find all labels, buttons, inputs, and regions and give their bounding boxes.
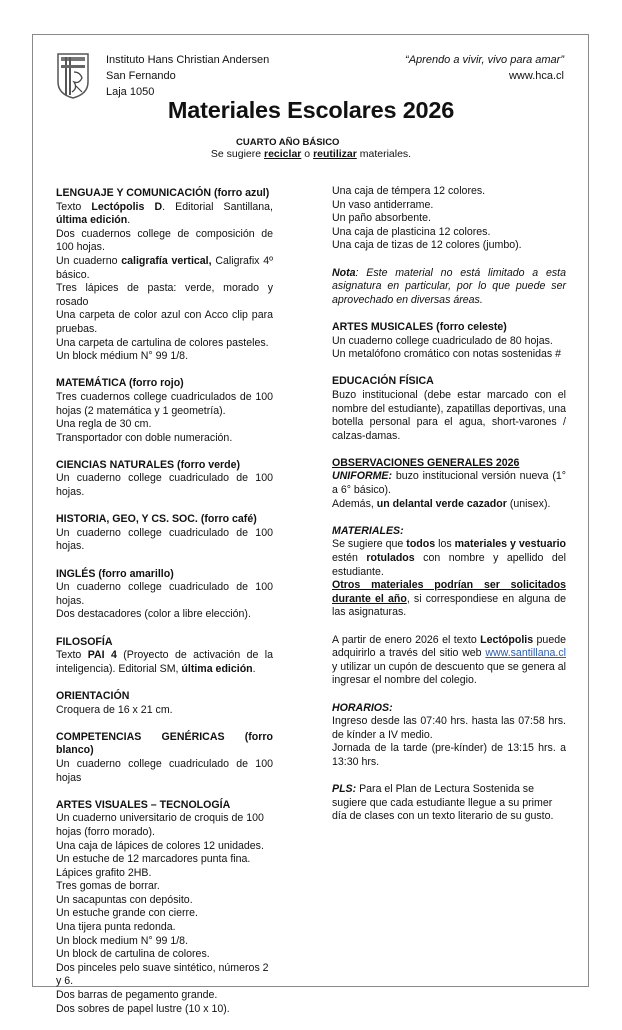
list-item: Buzo institucional (debe estar marcado con el nombre del estudiante), zapatillas deportivas, una botella personal para el agua, short-varones / calzas-damas. xyxy=(332,388,566,442)
list-item: Tres gomas de borrar. xyxy=(56,880,160,893)
item-text: . xyxy=(127,214,131,227)
section-heading: HISTORIA, GEO, Y CS. SOC. (forro café) xyxy=(56,513,257,526)
list-item: Un block medium N° 99 1/8. xyxy=(56,934,189,947)
list-item: Un estuche grande con cierre. xyxy=(56,907,198,920)
section-heading: INGLÉS (forro amarillo) xyxy=(56,567,174,580)
section-artes-visuales-cont xyxy=(332,185,566,253)
item-bold: materiales y vestuario xyxy=(454,538,566,551)
section-observaciones xyxy=(332,457,566,511)
list-item: Un sacapuntas con depósito. xyxy=(56,893,193,906)
list-item: Dos pinceles pelo suave sintético, números 2 y 6. xyxy=(56,961,269,988)
institution-name: Instituto Hans Christian Andersen xyxy=(106,54,270,66)
grade-level: CUARTO AÑO BÁSICO xyxy=(236,137,340,148)
list-item: Un cuaderno college cuadriculado de 80 hojas. xyxy=(332,334,553,347)
section-heading: OBSERVACIONES GENERALES 2026 xyxy=(332,456,520,469)
list-item xyxy=(56,255,273,282)
list-item: Un cuaderno college cuadriculado de 100 hojas. xyxy=(56,472,273,499)
item-text: Texto xyxy=(56,649,88,662)
labels-info xyxy=(332,538,566,579)
item-text: y utilizar un cupón de descuento que se genera al ingresar el nombre del colegio. xyxy=(332,660,566,687)
institution-city: San Fernando xyxy=(106,70,176,82)
item-bold: Lectópolis D xyxy=(91,200,163,213)
lectopolis-info xyxy=(332,634,566,688)
page-title: Materiales Escolares 2026 xyxy=(167,97,455,123)
list-item: Dos sobres de papel lustre (10 x 10). xyxy=(56,1002,230,1015)
section-matematica xyxy=(56,377,273,445)
item-text: Texto xyxy=(56,200,92,213)
section-heading: FILOSOFÍA xyxy=(56,635,113,648)
section-heading: MATEMÁTICA (forro rojo) xyxy=(56,377,184,390)
item-text: Caligrafix 4º básico. xyxy=(56,254,273,281)
list-item: Tres cuadernos college cuadriculados de 100 hojas (2 matemática y 1 geometría). xyxy=(56,390,273,417)
section-heading: ARTES VISUALES – TECNOLOGÍA xyxy=(56,798,231,811)
list-item: Una caja de témpera 12 colores. xyxy=(332,185,486,197)
item-text: (Proyecto de activación de la inteligencia). Editorial SM, xyxy=(56,649,273,675)
list-item: Jornada de la tarde (pre-kínder) de 13:15 hrs. a 13:30 hrs. xyxy=(332,742,566,768)
hint-recycle: reciclar xyxy=(264,148,302,160)
list-item: Transportador con doble numeración. xyxy=(56,431,233,444)
school-website[interactable]: www.hca.cl xyxy=(508,70,564,82)
left-column xyxy=(56,187,273,1030)
item-bold: última edición xyxy=(56,214,128,227)
pls-label: PLS: xyxy=(332,783,357,796)
institution-address: Laja 1050 xyxy=(106,86,155,98)
list-item: Una caja de lápices de colores 12 unidades. xyxy=(56,839,264,852)
section-heading: ARTES MUSICALES (forro celeste) xyxy=(332,320,507,333)
item-bold: un delantal verde cazador xyxy=(376,497,507,510)
santillana-link[interactable]: www.santillana.cl xyxy=(485,647,566,660)
section-orientacion xyxy=(56,690,273,717)
note xyxy=(332,267,566,308)
list-item: Un cuaderno universitario de croquis de 100 hojas (forro morado). xyxy=(56,812,264,838)
item-bold: rotulados xyxy=(366,552,415,565)
list-item: Un paño absorbente. xyxy=(332,212,431,225)
uniform-text: buzo institucional versión nueva (1° a 6° básico). xyxy=(332,470,566,497)
hint-reuse: reutilizar xyxy=(313,148,357,160)
section-ed-fisica xyxy=(332,375,566,443)
item-bold: Lectópolis xyxy=(480,633,534,646)
item-text: , si correspondiese en alguna de las asignaturas. xyxy=(332,592,567,619)
uniform-info xyxy=(332,470,566,497)
item-text: los xyxy=(435,538,455,551)
list-item: Una carpeta de cartulina de colores pasteles. xyxy=(56,336,269,349)
pls-info xyxy=(332,783,566,824)
section-ciencias xyxy=(56,459,273,500)
list-item: Un block de cartulina de colores. xyxy=(56,948,210,961)
list-item: Un vaso antiderrame. xyxy=(332,198,434,211)
section-heading: LENGUAJE Y COMUNICACIÓN (forro azul) xyxy=(56,187,270,199)
section-heading: ORIENTACIÓN xyxy=(56,689,130,702)
section-heading: COMPETENCIAS GENÉRICAS (forro blanco) xyxy=(56,730,273,757)
list-item: Croquera de 16 x 21 cm. xyxy=(56,703,173,716)
list-item xyxy=(56,649,273,676)
section-historia xyxy=(56,513,273,554)
apron-info xyxy=(332,498,566,512)
list-item: Una carpeta de color azul con Acco clip para pruebas. xyxy=(56,309,273,335)
recycle-hint xyxy=(0,148,622,160)
list-item: Ingreso desde las 07:40 hrs. hasta las 07:58 hrs. de kínder a IV medio. xyxy=(332,715,566,741)
uniform-label: UNIFORME: xyxy=(332,470,393,483)
list-item: Un cuaderno college cuadriculado de 100 hojas xyxy=(56,757,273,784)
list-item: Un metalófono cromático con notas sostenidas # xyxy=(332,348,562,361)
note-text: : Este material no está limitado a esta asignatura en particular, por lo que puede ser aprovechado en diversas áreas. xyxy=(332,266,566,306)
other-materials-info xyxy=(332,579,566,620)
list-item: Un cuaderno college cuadriculado de 100 hojas. xyxy=(56,526,273,553)
item-text: . xyxy=(252,662,256,675)
item-text: con nombre y apellido del estudiante. xyxy=(332,552,567,578)
hint-text: materiales. xyxy=(356,148,412,160)
list-item: Lápices grafito 2HB. xyxy=(56,866,152,879)
item-bold: Otros materiales podrían ser solicitados durante el año xyxy=(332,579,566,605)
section-filosofia xyxy=(56,636,273,677)
list-item: Tres lápices de pasta: verde, morado y rosado xyxy=(56,282,273,308)
list-item: Dos cuadernos college de composición de 100 hojas. xyxy=(56,227,273,254)
item-text: A partir de enero 2026 el texto xyxy=(332,633,481,646)
note-label: Nota xyxy=(332,266,356,279)
list-item: Dos barras de pegamento grande. xyxy=(56,989,218,1002)
section-heading: HORARIOS: xyxy=(332,701,393,714)
list-item: Dos destacadores (color a libre elección). xyxy=(56,608,251,621)
item-text: Un cuaderno xyxy=(56,254,122,267)
list-item xyxy=(56,201,273,228)
item-bold: todos xyxy=(406,538,436,551)
item-text: Se sugiere que xyxy=(332,538,407,551)
section-lenguaje xyxy=(56,187,273,364)
item-text: . Editorial Santillana, xyxy=(162,200,274,213)
item-text: Además, xyxy=(332,497,377,510)
school-motto: “Aprendo a vivir, vivo para amar” xyxy=(405,54,564,66)
section-heading: EDUCACIÓN FÍSICA xyxy=(332,375,434,388)
item-text: (unisex). xyxy=(506,497,551,510)
list-item: Una regla de 30 cm. xyxy=(56,418,152,431)
institution-info xyxy=(106,52,269,100)
list-item: Una tijera punta redonda. xyxy=(56,921,176,934)
list-item: Un estuche de 12 marcadores punta fina. xyxy=(56,853,251,866)
hint-text: Se sugiere xyxy=(210,148,264,160)
pls-text: Para el Plan de Lectura Sostenida se sugiere que cada estudiante llegue a su primer día de clases con un texto literario de su gusto. xyxy=(332,783,554,823)
section-artes-visuales xyxy=(56,799,273,1017)
section-heading: MATERIALES: xyxy=(332,524,404,537)
section-materiales xyxy=(332,525,566,620)
section-horarios xyxy=(332,702,566,770)
section-musicales xyxy=(332,321,566,362)
section-heading: CIENCIAS NATURALES (forro verde) xyxy=(56,458,241,471)
item-bold: PAI 4 xyxy=(87,649,117,662)
list-item: Una caja de tizas de 12 colores (jumbo). xyxy=(332,239,522,252)
item-text: puede adquirirlo a través del sitio web xyxy=(332,633,566,660)
hint-text: o xyxy=(301,148,314,160)
right-column xyxy=(332,185,566,838)
section-competencias xyxy=(56,731,273,785)
list-item: Una caja de plasticina 12 colores. xyxy=(332,225,491,238)
list-item: Un block médium N° 99 1/8. xyxy=(56,350,189,363)
item-bold: caligrafía vertical, xyxy=(121,254,212,267)
section-ingles xyxy=(56,568,273,622)
header-right xyxy=(405,52,564,84)
school-crest-icon xyxy=(56,52,90,100)
item-text: estén xyxy=(332,552,367,565)
item-bold: última edición xyxy=(181,662,253,675)
list-item: Un cuaderno college cuadriculado de 100 hojas. xyxy=(56,581,273,607)
